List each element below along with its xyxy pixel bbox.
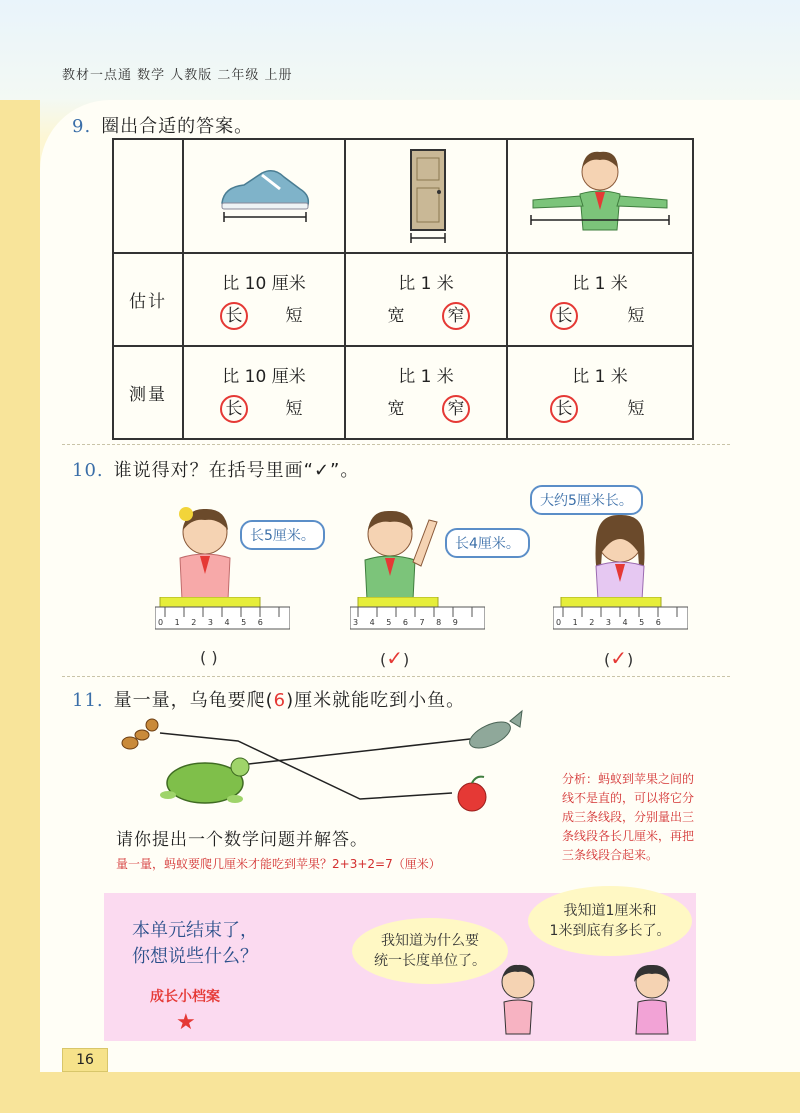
fish-icon <box>466 711 522 753</box>
checkmark-three: ✓ <box>610 646 628 670</box>
divider-q9-q10 <box>62 444 730 445</box>
analysis-note <box>562 770 694 865</box>
estimate-shoe-cell <box>183 253 345 346</box>
bubble-left-line-2: 统一长度单位了。 <box>374 953 486 969</box>
boy-cartoon <box>488 960 548 1040</box>
ant-turtle-fish-apple-diagram <box>110 705 530 815</box>
q11-prompt-before: 量一量，乌龟要爬( <box>113 690 274 711</box>
paren-three-left: ( <box>604 650 611 669</box>
girl-cartoon <box>622 960 682 1040</box>
analysis-line-4: 条线段各长几厘米，再把 <box>562 829 695 843</box>
q11-sub-answer: 量一量，蚂蚁要爬几厘米才能吃到苹果？2+3+2=7（厘米） <box>116 857 441 871</box>
measure-shoe-option-short[interactable]: 短 <box>285 399 303 419</box>
bubble-right-line-2: 1米到底有多长了。 <box>549 923 671 939</box>
q10-prompt: 谁说得对？在括号里画“✓”。 <box>113 460 360 481</box>
measure-door-cell <box>345 346 507 439</box>
ruler-one-numbers: 0 1 2 3 4 5 6 <box>158 618 263 627</box>
empty-corner-cell <box>113 139 183 253</box>
estimate-armspan-cell <box>507 253 693 346</box>
measure-shoe-option-long[interactable]: 长 <box>220 395 248 423</box>
shoe-illustration <box>214 159 314 229</box>
measure-door-option-narrow[interactable]: 窄 <box>442 395 470 423</box>
shoe-image-cell <box>183 139 345 253</box>
estimate-door-option-narrow[interactable]: 窄 <box>442 302 470 330</box>
estimate-armspan-compare: 比 1 米 <box>572 274 628 294</box>
measure-armspan-option-long[interactable]: 长 <box>550 395 578 423</box>
ruler-three-numbers: 0 1 2 3 4 5 6 <box>556 618 661 627</box>
q11-answer: 6 <box>273 690 287 711</box>
paren-two-left: ( <box>380 650 387 669</box>
turtle-icon <box>160 758 249 803</box>
growth-archive-label: 成长小档案 <box>150 989 220 1005</box>
speech-bubble-right <box>528 886 692 956</box>
analysis-line-1: 分析：蚂蚁到苹果之间的 <box>562 772 695 786</box>
apple-icon <box>458 777 486 811</box>
speech-bubble-left <box>352 918 508 984</box>
q9-table <box>112 138 694 440</box>
measure-armspan-cell <box>507 346 693 439</box>
speech-bubble-boy: 长4厘米。 <box>445 528 530 558</box>
bubble-right-line-1: 我知道1厘米和 <box>563 903 657 919</box>
door-illustration <box>391 144 461 244</box>
q9-title <box>72 112 253 138</box>
ant-icon <box>122 719 158 749</box>
q11-number: 11. <box>72 690 104 711</box>
door-image-cell <box>345 139 507 253</box>
checkmark-two: ✓ <box>386 646 404 670</box>
measure-armspan-option-short[interactable]: 短 <box>627 399 645 419</box>
answer-paren-one[interactable]: ( ) <box>200 648 218 667</box>
boy-armspan-image-cell <box>507 139 693 253</box>
answer-paren-two[interactable] <box>380 646 409 670</box>
estimate-door-compare: 比 1 米 <box>398 274 454 294</box>
ruler-two-numbers: 3 4 5 6 7 8 9 <box>353 618 458 627</box>
answer-paren-three[interactable] <box>604 646 633 670</box>
summary-question <box>132 918 258 970</box>
measure-shoe-compare: 比 10 厘米 <box>222 367 306 387</box>
q11-sub-prompt: 请你提出一个数学问题并解答。 <box>116 830 368 850</box>
left-margin-band <box>0 100 40 1113</box>
estimate-shoe-option-long[interactable]: 长 <box>220 302 248 330</box>
bubble-left-line-1: 我知道为什么要 <box>381 933 479 949</box>
running-header: 教材一点通 数学 人教版 二年级 上册 <box>62 68 293 83</box>
measure-door-option-wide[interactable]: 宽 <box>387 399 405 419</box>
bottom-band <box>0 1072 800 1113</box>
speech-bubble-girl-two: 大约5厘米长。 <box>530 485 643 515</box>
analysis-line-3: 成三条线段，分别量出三 <box>562 810 695 824</box>
measure-armspan-compare: 比 1 米 <box>572 367 628 387</box>
estimate-armspan-option-long[interactable]: 长 <box>550 302 578 330</box>
analysis-line-5: 三条线段合起来。 <box>562 848 659 862</box>
boy-armspan-illustration <box>525 144 675 244</box>
estimate-door-cell <box>345 253 507 346</box>
speech-bubble-girl-one: 长5厘米。 <box>240 520 325 550</box>
estimate-door-option-wide[interactable]: 宽 <box>387 306 405 326</box>
estimate-shoe-option-short[interactable]: 短 <box>285 306 303 326</box>
q10-number: 10. <box>72 460 104 481</box>
divider-q10-q11 <box>62 676 730 677</box>
summary-line-1: 本单元结束了， <box>132 920 258 941</box>
q10-title <box>72 456 359 482</box>
paren-three-right: ) <box>627 650 634 669</box>
paren-two-right: ) <box>403 650 410 669</box>
row-label-measure: 测量 <box>113 346 183 439</box>
summary-line-2: 你想说些什么？ <box>132 946 258 967</box>
estimate-armspan-option-short[interactable]: 短 <box>627 306 645 326</box>
star-icon: ★ <box>176 1010 196 1035</box>
measure-door-compare: 比 1 米 <box>398 367 454 387</box>
row-label-estimate: 估计 <box>113 253 183 346</box>
q9-prompt: 圈出合适的答案。 <box>101 116 254 137</box>
measure-shoe-cell <box>183 346 345 439</box>
estimate-shoe-compare: 比 10 厘米 <box>222 274 306 294</box>
analysis-line-2: 线不是直的，可以将它分 <box>562 791 695 805</box>
q9-number: 9. <box>72 116 92 137</box>
q11-prompt-after: )厘米就能吃到小鱼。 <box>286 690 466 711</box>
page-number: 16 <box>62 1048 108 1072</box>
